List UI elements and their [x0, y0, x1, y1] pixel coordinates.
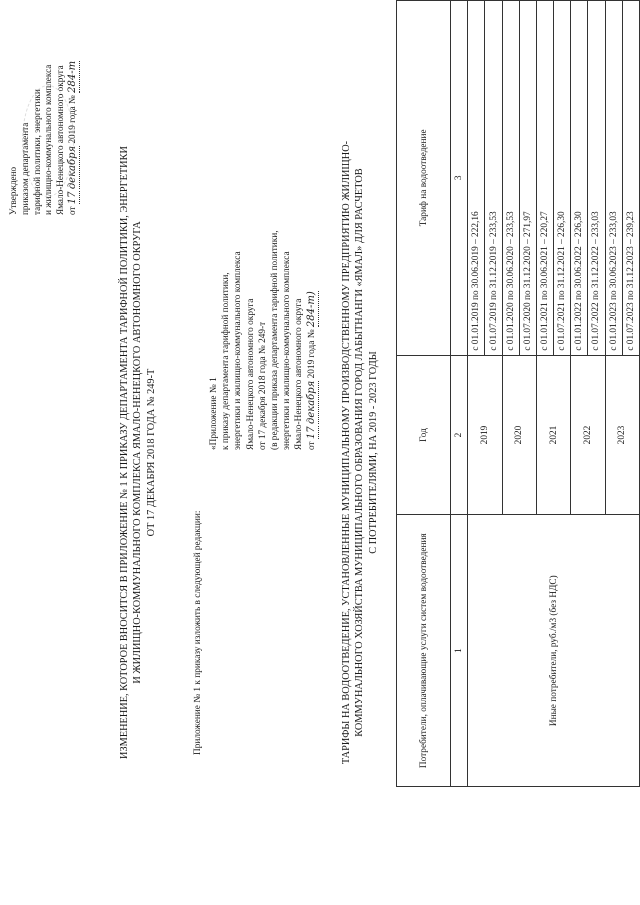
- tariff-cell: с 01.07.2020 по 31.12.2020 – 271,97: [519, 1, 536, 356]
- approval-doc-number: 284-т: [66, 60, 78, 93]
- appendix-block: [208, 100, 319, 450]
- document-heading: [118, 10, 158, 895]
- approval-line: приказом департамента: [19, 122, 30, 215]
- appendix-doc-number: 284-т): [306, 291, 319, 327]
- appendix-line: (в редакции приказа департамента тарифной политики,: [270, 230, 281, 450]
- approval-line: Ямало-Ненецкого автономного округа: [55, 65, 66, 215]
- year-cell: 2020: [502, 355, 536, 515]
- tariff-heading: [340, 10, 380, 895]
- heading-line: ОТ 17 ДЕКАБРЯ 2018 ГОДА № 249-Т: [145, 368, 157, 537]
- tariff-cell: с 01.01.2020 по 30.06.2020 – 233,53: [502, 1, 519, 356]
- year-cell: 2019: [468, 355, 502, 515]
- heading-line: И ЖИЛИЩНО-КОММУНАЛЬНОГО КОМПЛЕКСА ЯМАЛО-НЕНЕЦКОГО АВТОНОМНОГО ОКРУГА: [132, 221, 144, 684]
- year-cell: 2023: [605, 355, 639, 515]
- tariff-cell: с 01.07.2021 по 31.12.2021 – 226,30: [554, 1, 571, 356]
- heading-line: ИЗМЕНЕНИЕ, КОТОРОЕ ВНОСИТСЯ В ПРИЛОЖЕНИЕ № 1 К ПРИКАЗУ ДЕПАРТАМЕНТА ТАРИФНОЙ ПОЛИТИКИ, ЭНЕРГЕТИКИ: [119, 146, 130, 759]
- column-number: 3: [451, 1, 468, 356]
- approval-date-prefix: от: [66, 206, 77, 215]
- approval-date-year: 2019 года №: [66, 95, 77, 144]
- tariff-cell: с 01.01.2021 по 30.06.2021 – 220,27: [536, 1, 553, 356]
- appendix-line: к приказу департамента тарифной политики,: [221, 272, 232, 450]
- intro-text: Приложение № 1 к приказу изложить в следующей редакции:: [193, 510, 203, 755]
- approval-date-line: [67, 15, 80, 215]
- tariff-heading-line: КОММУНАЛЬНОГО ХОЗЯЙСТВА МУНИЦИПАЛЬНОГО ОБРАЗОВАНИЯ ГОРОД ЛАБЫТНАНГИ «ЯМАЛ» ДЛЯ РАСЧЕТОВ: [354, 168, 366, 737]
- approval-line: тарифной политики, энергетики: [31, 89, 42, 215]
- approval-date-month: декабря: [66, 145, 78, 190]
- approval-block: [8, 15, 80, 215]
- consumer-cell: Иные потребители, руб./м3 (без НДС): [468, 515, 640, 787]
- appendix-date-prefix: от: [306, 441, 317, 450]
- tariff-cell: с 01.07.2022 по 31.12.2022 – 233,03: [588, 1, 605, 356]
- header-consumers: Потребители, оплачивающие услуги систем водоотведения: [397, 515, 451, 787]
- appendix-line: Ямало-Ненецкого автономного округа: [294, 298, 305, 450]
- appendix-date-year: 2019 года №: [306, 329, 317, 379]
- header-tariff: Тариф на водоотведение: [397, 1, 451, 356]
- tariff-heading-line: ТАРИФЫ НА ВОДООТВЕДЕНИЕ, УСТАНОВЛЕННЫЕ МУНИЦИПАЛЬНОМУ ПРОИЗВОДСТВЕННОМУ ПРЕДПРИЯТИЮ ЖИЛИЩНО-: [341, 140, 352, 765]
- column-number: 1: [451, 515, 468, 787]
- tariff-table: [396, 0, 640, 787]
- tariff-cell: с 01.01.2019 по 30.06.2019 – 222,16: [468, 1, 485, 356]
- approval-line: и жилищно-коммунального комплекса: [43, 64, 54, 215]
- tariff-cell: с 01.07.2023 по 31.12.2023 – 239,23: [622, 1, 639, 356]
- header-year: Год: [397, 355, 451, 515]
- approval-date-day: 17: [66, 191, 78, 205]
- tariff-cell: с 01.01.2022 по 30.06.2022 – 226,30: [571, 1, 588, 356]
- appendix-line: от 17 декабря 2018 года № 249-т: [257, 321, 268, 450]
- appendix-line: «Приложение № 1: [209, 377, 219, 450]
- year-cell: 2022: [571, 355, 605, 515]
- appendix-line: энергетики и жилищно-коммунального комплекса: [233, 251, 244, 450]
- tariff-cell: с 01.07.2019 по 31.12.2019 – 233,53: [485, 1, 502, 356]
- appendix-date-month: декабря: [306, 381, 319, 424]
- appendix-line: Ямало-Ненецкого автономного округа: [245, 298, 256, 450]
- appendix-line: энергетики и жилищно-коммунального комплекса: [282, 251, 293, 450]
- table-row: [468, 1, 485, 787]
- tariff-cell: с 01.01.2023 по 30.06.2023 – 233,03: [605, 1, 622, 356]
- table-header-row: [397, 1, 451, 787]
- approval-line: Утверждено: [8, 166, 18, 215]
- year-cell: 2021: [536, 355, 570, 515]
- appendix-date-day: 17: [306, 426, 319, 439]
- column-number-row: [451, 1, 468, 787]
- column-number: 2: [451, 355, 468, 515]
- appendix-date-line: [306, 100, 319, 450]
- tariff-heading-line: С ПОТРЕБИТЕЛЯМИ, НА 2019 - 2023 ГОДЫ: [367, 351, 379, 554]
